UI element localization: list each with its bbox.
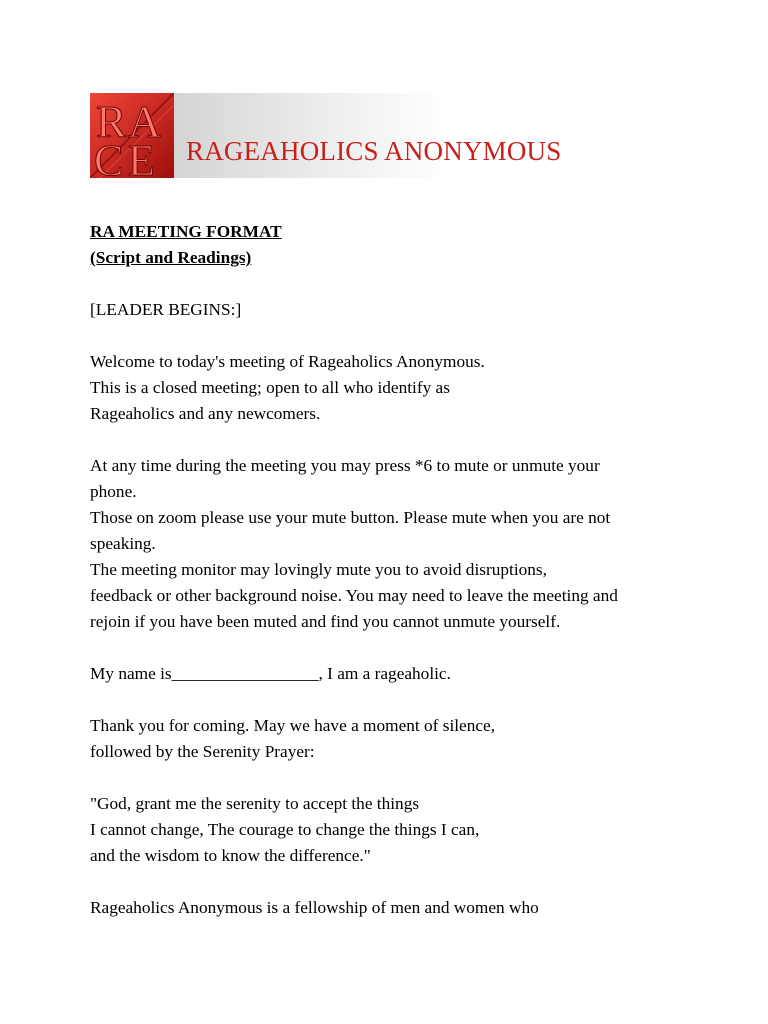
welcome-line: This is a closed meeting; open to all who identify as — [90, 378, 450, 397]
svg-text:A: A — [128, 96, 162, 147]
heading-subtitle: (Script and Readings) — [90, 248, 252, 267]
serenity-prayer-line: "God, grant me the serenity to accept the things — [90, 794, 420, 813]
organization-title: RAGEAHOLICS ANONYMOUS — [186, 136, 562, 166]
header-banner — [90, 93, 600, 178]
thank-you-line: followed by the Serenity Prayer: — [90, 742, 315, 761]
leader-begins: [LEADER BEGINS:] — [90, 300, 242, 319]
leader-name-line: My name is_________________, I am a rageaholic. — [90, 664, 451, 683]
meeting-script — [90, 219, 690, 921]
thank-you-line: Thank you for coming. May we have a moment of silence, — [90, 716, 496, 735]
welcome-line: Welcome to today's meeting of Rageaholics Anonymous. — [90, 352, 485, 371]
instruction-line: Those on zoom please use your mute button. Please mute when you are not — [90, 508, 611, 527]
svg-text:C: C — [94, 136, 124, 178]
serenity-prayer-line: and the wisdom to know the difference." — [90, 846, 371, 865]
heading-title: RA MEETING FORMAT — [90, 222, 282, 241]
instruction-line: feedback or other background noise. You may need to leave the meeting and — [90, 586, 618, 605]
logo-mark-icon — [90, 93, 174, 178]
svg-text:E: E — [128, 136, 155, 178]
instruction-line: The meeting monitor may lovingly mute you to avoid disruptions, — [90, 560, 547, 579]
instruction-line: phone. — [90, 482, 137, 501]
fellowship-line: Rageaholics Anonymous is a fellowship of men and women who — [90, 898, 539, 917]
instruction-line: At any time during the meeting you may press *6 to mute or unmute your — [90, 456, 600, 475]
rageaholics-logo — [90, 93, 174, 178]
serenity-prayer-line: I cannot change, The courage to change the things I can, — [90, 820, 480, 839]
svg-text:R: R — [96, 96, 127, 147]
instruction-line: rejoin if you have been muted and find you cannot unmute yourself. — [90, 612, 561, 631]
instruction-line: speaking. — [90, 534, 156, 553]
welcome-line: Rageaholics and any newcomers. — [90, 404, 321, 423]
